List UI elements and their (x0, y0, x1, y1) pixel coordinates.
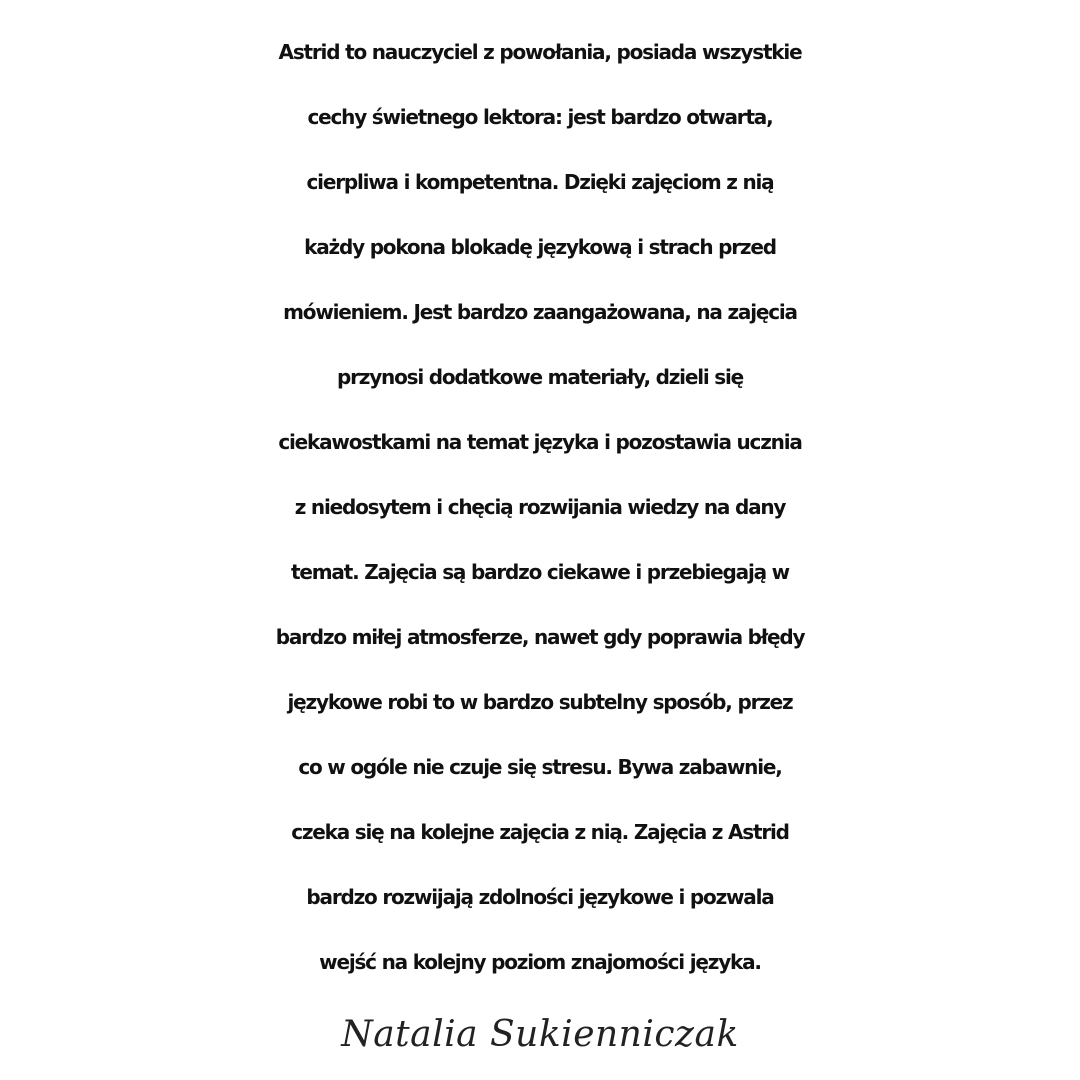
testimonial-line: przynosi dodatkowe materiały, dzieli się (336, 365, 743, 389)
testimonial-line: bardzo miłej atmosferze, nawet gdy poprawia błędy (275, 625, 805, 649)
testimonial-line: językowe robi to w bardzo subtelny sposób, przez (287, 690, 793, 714)
testimonial-line: ciekawostkami na temat języka i pozostawia ucznia (278, 430, 802, 454)
testimonial-text (0, 20, 1080, 995)
testimonial-line: bardzo rozwijają zdolności językowe i pozwala (306, 885, 774, 909)
testimonial-line: cierpliwa i kompetentna. Dzięki zajęciom z nią (306, 170, 774, 194)
testimonial-line: każdy pokona blokadę językową i strach przed (304, 235, 776, 259)
testimonial-line: cechy świetnego lektora: jest bardzo otwarta, (307, 105, 773, 129)
testimonial-line: co w ogóle nie czuje się stresu. Bywa zabawnie, (298, 755, 782, 779)
testimonial-line: temat. Zajęcia są bardzo ciekawe i przebiegają w (291, 560, 789, 584)
testimonial-line: czeka się na kolejne zajęcia z nią. Zajęcia z Astrid (291, 820, 789, 844)
testimonial-line: z niedosytem i chęcią rozwijania wiedzy na dany (294, 495, 786, 519)
testimonial-line: mówieniem. Jest bardzo zaangażowana, na zajęcia (283, 300, 797, 324)
testimonial-line: wejść na kolejny poziom znajomości języka. (319, 950, 761, 974)
testimonial-line: Astrid to nauczyciel z powołania, posiada wszystkie (278, 40, 802, 64)
author-signature: Natalia Sukienniczak (341, 1014, 739, 1055)
